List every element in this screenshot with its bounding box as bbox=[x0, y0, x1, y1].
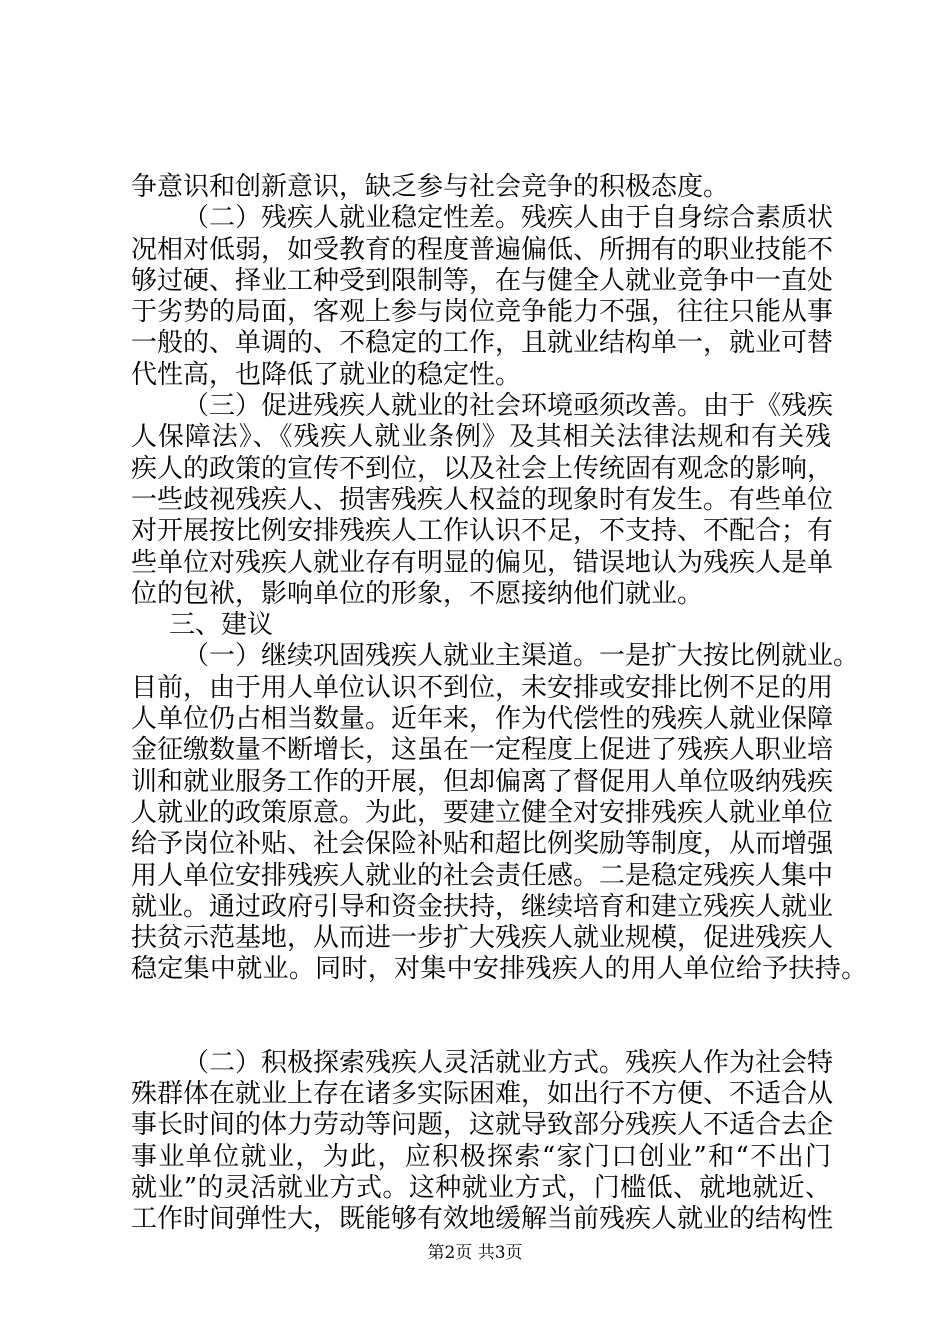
paragraph-line: 就业。通过政府引导和资金扶持，继续培育和建立残疾人就业 bbox=[131, 891, 834, 922]
paragraph-line: （一）继续巩固残疾人就业主渠道。一是扩大按比例就业。 bbox=[183, 641, 860, 672]
paragraph-line: 争意识和创新意识，缺乏参与社会竞争的积极态度。 bbox=[131, 172, 730, 202]
paragraph-line: 人就业的政策原意。为此，要建立健全对安排残疾人就业单位 bbox=[131, 797, 834, 828]
paragraph-line: 况相对低弱，如受教育的程度普遍偏低、所拥有的职业技能不 bbox=[131, 234, 834, 265]
paragraph-line: 人保障法》、《残疾人就业条例》及其相关法律法规和有关残 bbox=[131, 422, 831, 453]
paragraph-line: 扶贫示范基地，从而进一步扩大残疾人就业规模，促进残疾人 bbox=[131, 923, 834, 954]
paragraph-line: 于劣势的局面，客观上参与岗位竞争能力不强，往往只能从事 bbox=[131, 297, 834, 328]
paragraph-line: 训和就业服务工作的开展，但却偏离了督促用人单位吸纳残疾 bbox=[131, 766, 834, 797]
paragraph-line: 够过硬、择业工种受到限制等，在与健全人就业竞争中一直处 bbox=[131, 265, 834, 296]
document-body bbox=[131, 172, 868, 1236]
paragraph-line: 事长时间的体力劳动等问题，这就导致部分残疾人不适合去企 bbox=[131, 1110, 834, 1141]
paragraph-line: （二）积极探索残疾人灵活就业方式。残疾人作为社会特 bbox=[183, 1047, 834, 1078]
paragraph-line: 稳定集中就业。同时，对集中安排残疾人的用人单位给予扶持。 bbox=[131, 954, 868, 985]
paragraph-line: 用人单位安排残疾人就业的社会责任感。二是稳定残疾人集中 bbox=[131, 860, 834, 891]
paragraph-gap bbox=[131, 986, 831, 1048]
paragraph-line: 一些歧视残疾人、损害残疾人权益的现象时有发生。有些单位 bbox=[131, 484, 834, 515]
paragraph-line: 给予岗位补贴、社会保险补贴和超比例奖励等制度，从而增强 bbox=[131, 829, 834, 860]
paragraph-line: 金征缴数量不断增长，这虽在一定程度上促进了残疾人职业培 bbox=[131, 735, 834, 766]
paragraph-line: （二）残疾人就业稳定性差。残疾人由于自身综合素质状 bbox=[183, 203, 834, 234]
paragraph-line: 位的包袱，影响单位的形象，不愿接纳他们就业。 bbox=[131, 578, 704, 609]
paragraph-line: 工作时间弹性大，既能够有效地缓解当前残疾人就业的结构性 bbox=[131, 1204, 834, 1235]
paragraph-line: 些单位对残疾人就业存有明显的偏见，错误地认为残疾人是单 bbox=[131, 547, 834, 578]
paragraph-line: 一般的、单调的、不稳定的工作，且就业结构单一，就业可替 bbox=[131, 328, 834, 359]
paragraph-line: 事业单位就业，为此，应积极探索“家门口创业”和“不出门 bbox=[131, 1141, 831, 1172]
paragraph-line: （三）促进残疾人就业的社会环境亟须改善。由于《残疾 bbox=[183, 391, 834, 422]
paragraph-line: 目前，由于用人单位认识不到位，未安排或安排比例不足的用 bbox=[131, 672, 834, 703]
paragraph-line: 就业”的灵活就业方式。这种就业方式，门槛低、就地就近、 bbox=[131, 1172, 831, 1203]
paragraph-line: 人单位仍占相当数量。近年来，作为代偿性的残疾人就业保障 bbox=[131, 704, 834, 735]
paragraph-line: 疾人的政策的宣传不到位，以及社会上传统固有观念的影响， bbox=[131, 453, 834, 484]
paragraph-line: 对开展按比例安排残疾人工作认识不足，不支持、不配合；有 bbox=[131, 516, 834, 547]
page-number-footer: 第2页 共3页 bbox=[427, 1243, 523, 1263]
section-heading: 三、建议 bbox=[169, 610, 274, 641]
paragraph-line: 代性高，也降低了就业的稳定性。 bbox=[131, 359, 522, 390]
paragraph-line: 殊群体在就业上存在诸多实际困难，如出行不方便、不适合从 bbox=[131, 1079, 834, 1110]
